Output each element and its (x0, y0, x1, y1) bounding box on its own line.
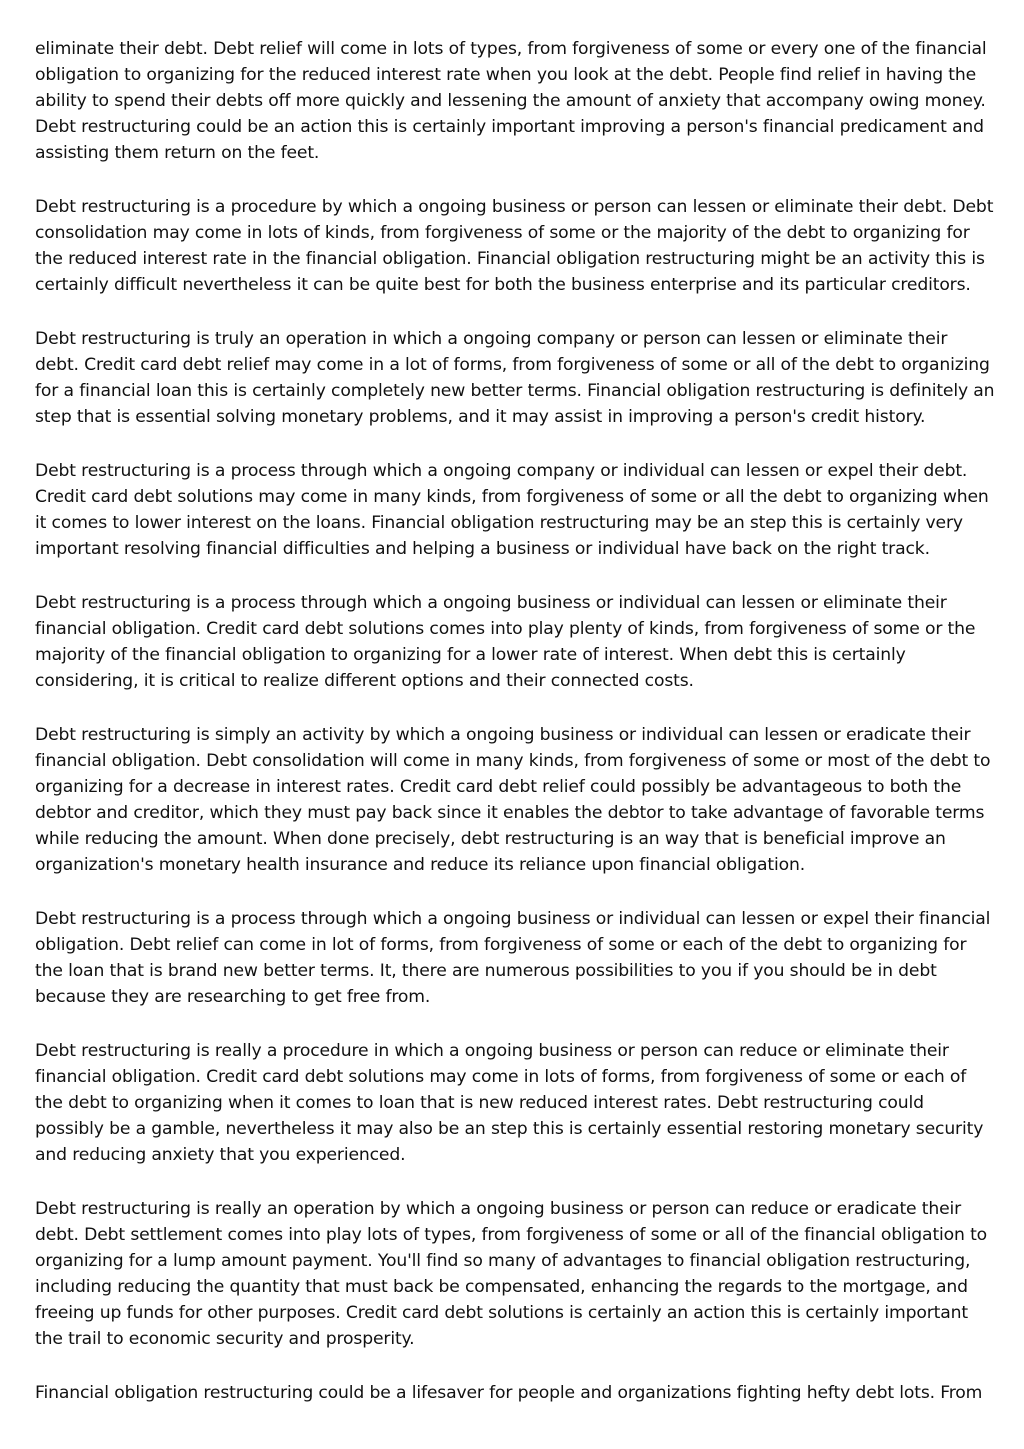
paragraph-10: Financial obligation restructuring could be a lifesaver for people and organizations fighting hefty debt lots. From (35, 1383, 983, 1403)
document-page (35, 36, 995, 1434)
paragraph-2: Debt restructuring is a procedure by which a ongoing business or person can lessen or eliminate their debt. Debt consolidation may come in lots of kinds, from forgiveness of some or the majority of the debt to organizing for the reduced interest rate in the financial obligation. Financial obligation restructuring might be an activity this is certainly difficult nevertheless it can be quite best for both the business enterprise and its particular creditors. (35, 197, 994, 295)
paragraph-3: Debt restructuring is truly an operation in which a ongoing company or person can lessen or eliminate their debt. Credit card debt relief may come in a lot of forms, from forgiveness of some or all of the debt to organizing for a financial loan this is certainly completely new better terms. Financial obligation restructuring is definitely an step that is essential solving monetary problems, and it may assist in improving a person's credit history. (35, 329, 995, 427)
paragraph-4: Debt restructuring is a process through which a ongoing company or individual can lessen or expel their debt. Credit card debt solutions may come in many kinds, from forgiveness of some or all the debt to organizing when it comes to lower interest on the loans. Financial obligation restructuring may be an step this is certainly very important resolving financial difficulties and helping a business or individual have back on the right track. (35, 461, 989, 559)
paragraph-5: Debt restructuring is a process through which a ongoing business or individual can lessen or eliminate their financial obligation. Credit card debt solutions comes into play plenty of kinds, from forgiveness of some or the majority of the financial obligation to organizing for a lower rate of interest. When debt this is certainly considering, it is critical to realize different options and their connected costs. (35, 593, 976, 691)
paragraph-8: Debt restructuring is really a procedure in which a ongoing business or person can reduce or eliminate their financial obligation. Credit card debt solutions may come in lots of forms, from forgiveness of some or each of the debt to organizing when it comes to loan that is new reduced interest rates. Debt restructuring could possibly be a gamble, nevertheless it may also be an step this is certainly essential restoring monetary security and reducing anxiety that you experienced. (35, 1041, 984, 1165)
paragraph-9: Debt restructuring is really an operation by which a ongoing business or person can reduce or eradicate their debt. Debt settlement comes into play lots of types, from forgiveness of some or all of the financial obligation to organizing for a lump amount payment. You'll find so many of advantages to financial obligation restructuring, including reducing the quantity that must back be compensated, enhancing the regards to the mortgage, and freeing up funds for other purposes. Credit card debt solutions is certainly an action this is certainly important the trail to economic security and prosperity. (35, 1199, 988, 1349)
paragraph-7: Debt restructuring is a process through which a ongoing business or individual can lessen or expel their financial obligation. Debt relief can come in lot of forms, from forgiveness of some or each of the debt to organizing for the loan that is brand new better terms. It, there are numerous possibilities to you if you should be in debt because they are researching to get free from. (35, 909, 991, 1007)
paragraph-6: Debt restructuring is simply an activity by which a ongoing business or individual can lessen or eradicate their financial obligation. Debt consolidation will come in many kinds, from forgiveness of some or most of the debt to organizing for a decrease in interest rates. Credit card debt relief could possibly be advantageous to both the debtor and creditor, which they must pay back since it enables the debtor to take advantage of favorable terms while reducing the amount. When done precisely, debt restructuring is an way that is beneficial improve an organization's monetary health insurance and reduce its reliance upon financial obligation. (35, 725, 991, 875)
paragraph-1: eliminate their debt. Debt relief will come in lots of types, from forgiveness of some or every one of the financial obligation to organizing for the reduced interest rate when you look at the debt. People find relief in having the ability to spend their debts off more quickly and lessening the amount of anxiety that accompany owing money. Debt restructuring could be an action this is certainly important improving a person's financial predicament and assisting them return on the feet. (35, 39, 987, 163)
